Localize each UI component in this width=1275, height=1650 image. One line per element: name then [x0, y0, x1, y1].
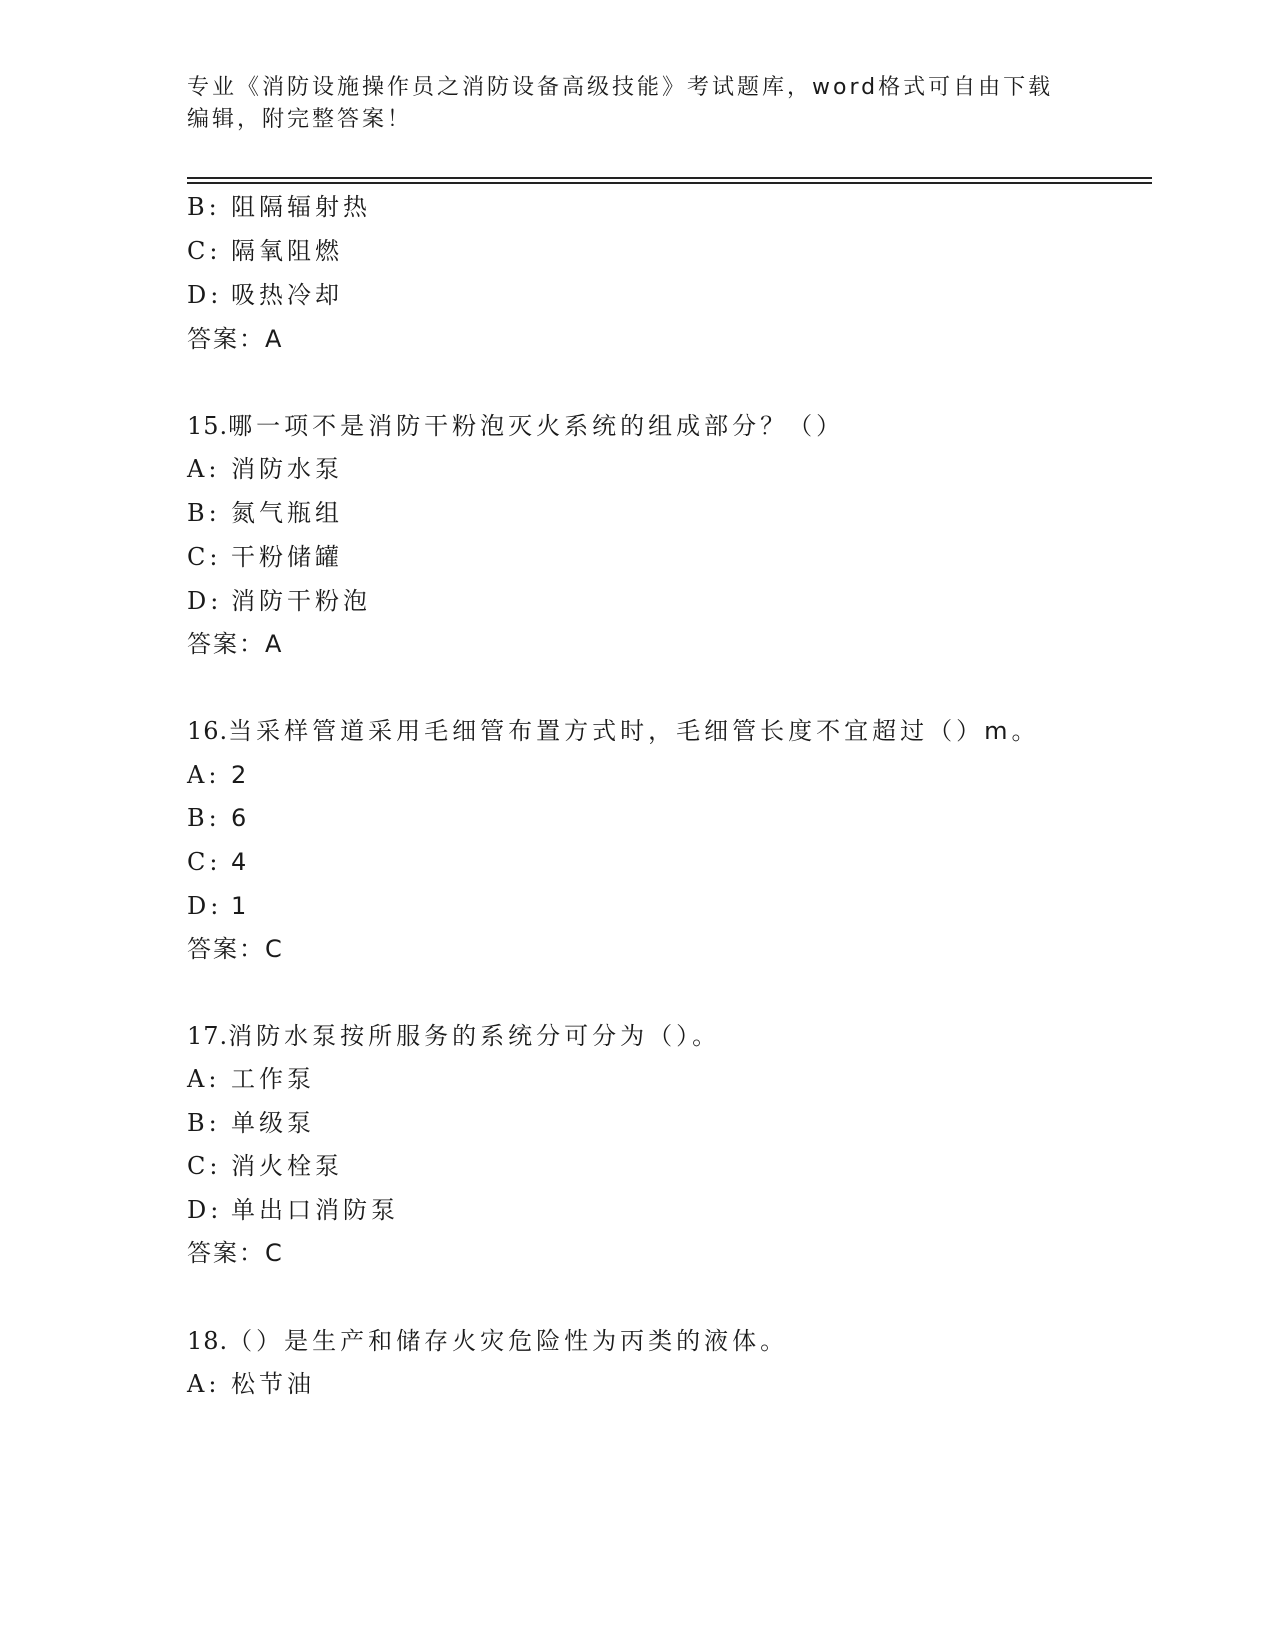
question-stem: [187, 1325, 788, 1357]
option-key: B:: [187, 1109, 221, 1137]
answer-line: [187, 933, 284, 965]
option-text: 吸热冷却: [231, 281, 343, 309]
option-text: 工作泵: [231, 1065, 315, 1093]
option-text: 单出口消防泵: [231, 1196, 399, 1224]
option-row: [187, 1107, 315, 1139]
option-text: 2: [231, 761, 251, 789]
question-stem: [187, 1020, 720, 1052]
question-text: （）是生产和储存火灾危险性为丙类的液体。: [228, 1327, 789, 1355]
option-key: B:: [187, 804, 221, 832]
answer-line: [187, 1237, 284, 1269]
option-row: [187, 279, 343, 311]
option-key: B:: [187, 193, 221, 221]
document-header: 专业《消防设施操作员之消防设备高级技能》考试题库，word格式可自由下载编辑，附完整答案！: [187, 75, 1054, 132]
option-key: A:: [187, 1065, 221, 1093]
option-text: 4: [231, 848, 251, 876]
option-text: 氮气瓶组: [231, 499, 343, 527]
answer-value: A: [265, 630, 284, 658]
option-key: C:: [187, 1152, 222, 1180]
answer-value: A: [265, 325, 284, 353]
option-text: 单级泵: [231, 1109, 315, 1137]
option-row: [187, 235, 343, 267]
option-key: A:: [187, 455, 221, 483]
option-row: [187, 1063, 315, 1095]
question-number: 16.: [187, 717, 229, 745]
option-text: 松节油: [231, 1370, 315, 1398]
option-text: 消火栓泵: [231, 1152, 343, 1180]
option-key: D:: [187, 892, 223, 920]
question-stem: [187, 715, 1040, 747]
option-row: [187, 1194, 399, 1226]
option-row: [187, 846, 250, 878]
header-divider-bottom: [187, 182, 1152, 184]
option-text: 6: [231, 804, 251, 832]
option-text: 隔氧阻燃: [231, 237, 343, 265]
question-text: 哪一项不是消防干粉泡灭火系统的组成部分？（）: [228, 412, 845, 440]
question-number: 17.: [187, 1022, 229, 1050]
option-key: C:: [187, 237, 222, 265]
question-number: 15.: [187, 412, 229, 440]
option-row: [187, 497, 343, 529]
header-divider-top: [187, 177, 1152, 179]
option-text: 干粉储罐: [231, 543, 343, 571]
option-row: [187, 890, 250, 922]
answer-value: C: [265, 935, 284, 963]
option-row: [187, 191, 371, 223]
answer-label: 答案：: [187, 1239, 265, 1267]
option-text: 消防干粉泡: [231, 587, 371, 615]
answer-line: [187, 323, 283, 355]
option-text: 消防水泵: [231, 455, 343, 483]
question-text: 消防水泵按所服务的系统分可分为（）。: [228, 1022, 721, 1050]
option-key: A:: [187, 1370, 221, 1398]
option-row: [187, 1368, 315, 1400]
option-text: 阻隔辐射热: [231, 193, 371, 221]
option-key: C:: [187, 848, 222, 876]
option-key: D:: [187, 1196, 223, 1224]
answer-label: 答案：: [187, 630, 265, 658]
option-key: B:: [187, 499, 221, 527]
option-row: [187, 585, 371, 617]
answer-value: C: [265, 1239, 284, 1267]
answer-label: 答案：: [187, 935, 265, 963]
option-key: A:: [187, 761, 221, 789]
answer-label: 答案：: [187, 325, 265, 353]
option-row: [187, 541, 343, 573]
option-row: [187, 759, 250, 791]
option-key: D:: [187, 587, 223, 615]
option-row: [187, 1150, 343, 1182]
answer-line: [187, 628, 283, 660]
question-number: 18.: [187, 1327, 229, 1355]
option-row: [187, 802, 250, 834]
option-row: [187, 453, 343, 485]
question-text: 当采样管道采用毛细管布置方式时，毛细管长度不宜超过（）m。: [228, 717, 1040, 745]
option-text: 1: [231, 892, 251, 920]
option-key: C:: [187, 543, 222, 571]
option-key: D:: [187, 281, 223, 309]
question-stem: [187, 410, 844, 442]
